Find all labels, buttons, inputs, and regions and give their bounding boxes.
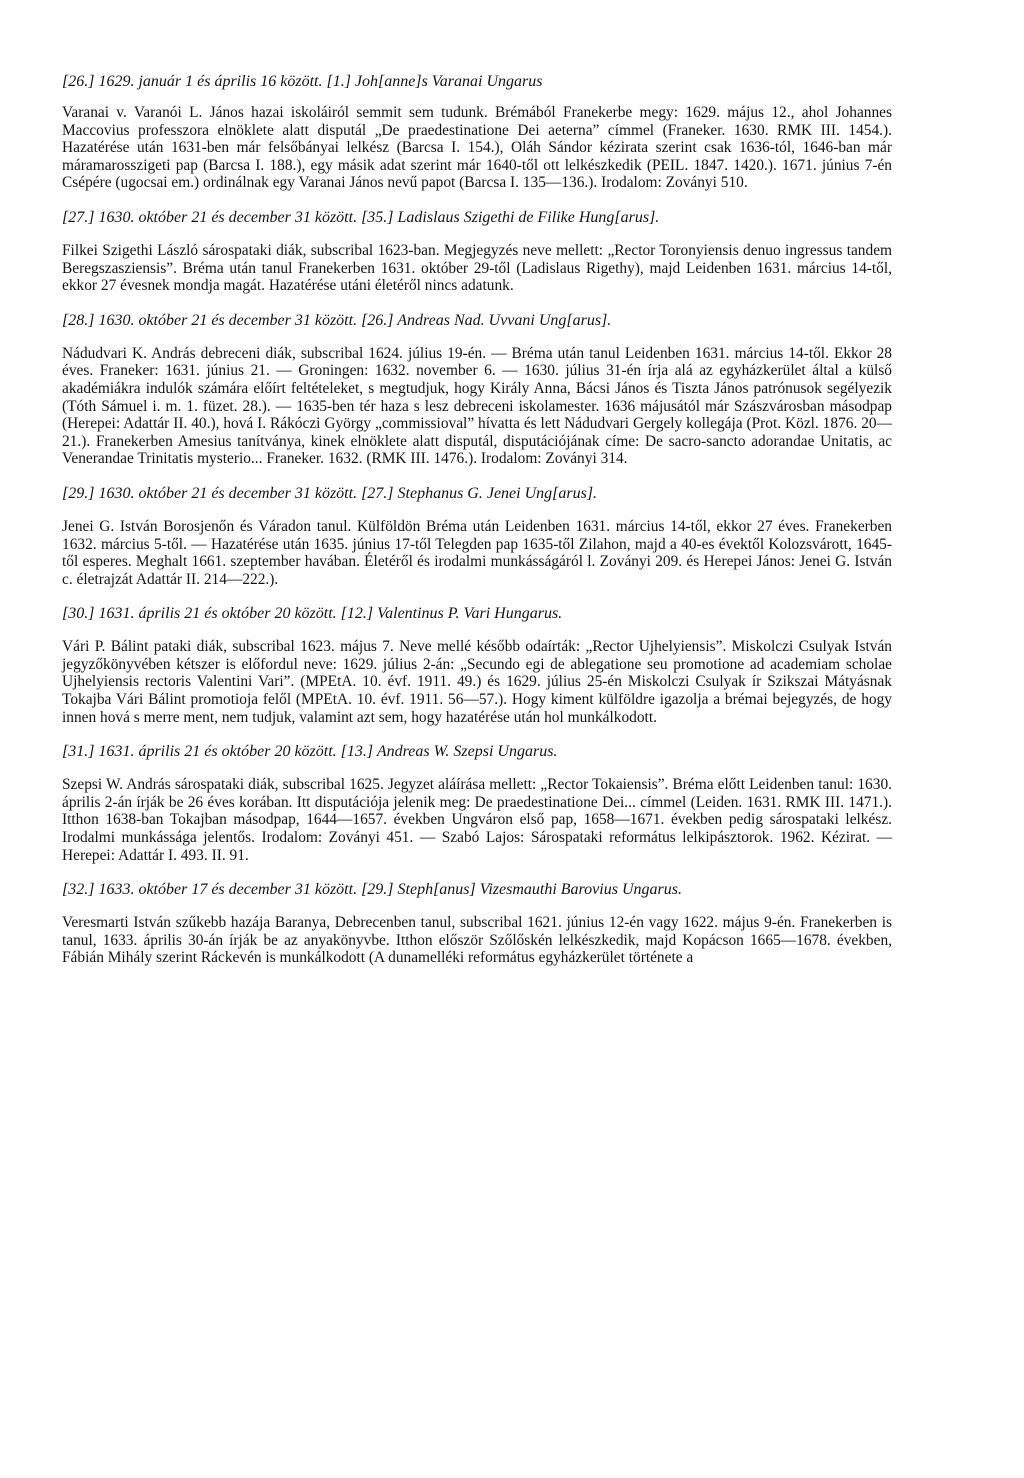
entry-26 xyxy=(62,72,892,192)
entry-heading: [27.] 1630. október 21 és december 31 között. [35.] Ladislaus Szigethi de Filike Hung[arus]. xyxy=(62,208,660,226)
entry-32 xyxy=(62,880,892,967)
document-page xyxy=(62,72,892,983)
entry-heading: [26.] 1629. január 1 és április 16 között. [1.] Joh[anne]s Varanai Ungarus xyxy=(62,73,543,90)
entry-29 xyxy=(62,484,892,588)
entry-text: Szepsi W. András sárospataki diák, subscribal 1625. Jegyzet aláírása mellett: „Rector Tokaiensis”. Bréma előtt Leidenben tanul: 1630. április 2-án írják be 26 éves korában. Itt disputációja jelenik meg: De praedestinatione Dei... címmel (Leiden. 1631. RMK III. 1471.). Itthon 1638-ban Tokajban másodpap, 1644—1657. években Ungváron első pap, 1658—1671. években pedig sárospataki lelkész. Irodalmi munkássága jelentős. Irodalom: Zoványi 451. — Szabó Lajos: Sárospataki református lelkipásztorok. 1962. Kézirat. — Herepei: Adattár I. 493. II. 91. xyxy=(62,776,892,864)
entry-heading: [30.] 1631. április 21 és október 20 között. [12.] Valentinus P. Vari Hungarus. xyxy=(62,605,563,623)
entry-text: Nádudvari K. András debreceni diák, subscribal 1624. július 19-én. — Bréma után tanul Leidenben 1631. március 14-től. Ekkor 28 éves. Franeker: 1631. június 21. — Groningen: 1632. november 6. — 1630. július 31-én írja alá az egyházkerület által a külső akadémiákra indulók számára előírt feltételeket, s megtudjuk, hogy Király Anna, Bácsi János és Tiszta János patrónusok segélyezik (Tóth Sámuel i. m. 1. füzet. 28.). — 1635-ben tér haza s lesz debreceni iskolamester. 1636 májusától már Szászvárosban másodpap (Herepei: Adattár II. 40.), hová I. Rákóczi György „commissioval” hívatta és lett Nádudvari Gergely kollegája (Prot. Közl. 1876. 20—21.). Franekerben Amesius tanítványa, kinek elnöklete alatt disputál, disputációjának címe: De sacro-sancto adorandae Unitatis, ac Venerandae Trinitatis mysterio... Franeker. 1632. (RMK III. 1476.). Irodalom: Zoványi 314. xyxy=(62,344,892,468)
entry-30 xyxy=(62,604,892,726)
entry-text: Veresmarti István szűkebb hazája Baranya, Debrecenben tanul, subscribal 1621. június 12-én vagy 1622. május 9-én. Franekerben is tanul, 1633. április 30-án írják be az anyakönyvbe. Itthon először Szőlőskén lelkészkedik, majd Kopácson 1665—1678. években, Fábián Mihály szerint Ráckevén is munkálkodott (A dunamelléki református egyházkerület története a xyxy=(62,914,892,967)
entry-heading: [31.] 1631. április 21 és október 20 között. [13.] Andreas W. Szepsi Ungarus. xyxy=(62,743,558,761)
entry-text: Filkei Szigethi László sárospataki diák, subscribal 1623-ban. Megjegyzés neve mellett: „Rector Toronyiensis denuo ingressus tandem Beregszasziensis”. Bréma után tanul Franekerben 1631. október 29-től (Ladislaus Rigethy), majd Leidenben 1631. március 14-től, ekkor 27 évesnek mondja magát. Hazatérése utáni életéről nincs adatunk. xyxy=(62,241,892,295)
entry-text: Jenei G. István Borosjenőn és Váradon tanul. Külföldön Bréma után Leidenben 1631. március 14-től, ekkor 27 éves. Franekerben 1632. március 5-től. — Hazatérése után 1635. június 17-től Telegden pap 1635-től Zilahon, majd a 40-es évektől Kolozsvárott, 1645-től esperes. Meghalt 1661. szeptember havában. Életéről és irodalmi munkásságáról l. Zoványi 209. és Herepei János: Jenei G. István c. életrajzát Adattár II. 214—222.). xyxy=(62,517,892,588)
entry-heading: [32.] 1633. október 17 és december 31 között. [29.] Steph[anus] Vizesmauthi Barovius Ungarus. xyxy=(62,881,682,899)
entry-heading: [28.] 1630. október 21 és december 31 között. [26.] Andreas Nad. Uvvani Ung[arus]. xyxy=(62,311,612,329)
entry-27 xyxy=(62,208,892,295)
entry-31 xyxy=(62,742,892,864)
entry-text: Vári P. Bálint pataki diák, subscribal 1623. május 7. Neve mellé később odaírták: „Rector Ujhelyiensis”. Miskolczi Csulyak István jegyzőkönyvében kétszer is előfordul neve: 1629. július 2-án: „Secundo egi de ablegatione seu promotione ad academiam scholae Ujhelyiensis rectoris Valentini Vari”. (MPEtA. 10. évf. 1911. 49.) és 1629. július 25-én Miskolczi Csulyak ír Szikszai Mátyásnak Tokajba Vári Bálint promotioja felől (MPEtA. 10. évf. 1911. 56—57.). Hogy kiment külföldre igazolja a brémai bejegyzés, de hogy innen hová s merre ment, nem tudjuk, valamint azt sem, hogy hazatérése után hol munkálkodott. xyxy=(62,638,892,726)
entry-heading: [29.] 1630. október 21 és december 31 között. [27.] Stephanus G. Jenei Ung[arus]. xyxy=(62,484,598,502)
entry-text: Varanai v. Varanói L. János hazai iskoláiról semmit sem tudunk. Brémából Franekerbe megy: 1629. május 12., ahol Johannes Maccovius professzora elnöklete alatt disputál „De praedestinatione Dei aeterna” címmel (Franeker. 1630. RMK III. 1454.). Hazatérése után 1631-ben már felsőbányai lelkész (Barcsa I. 154.), Oláh Sándor kézirata szerint csak 1636-tól, 1646-ban már máramarosszigeti pap (Barcsa I. 188.), egy másik adat szerint már 1640-től ott lelkészkedik (PEIL. 1847. 1420.). 1671. június 7-én Csépére (ugocsai em.) ordinálnak egy Varanai János nevű papot (Barcsa I. 135—136.). Irodalom: Zoványi 510. xyxy=(62,104,892,192)
entry-28 xyxy=(62,311,892,468)
